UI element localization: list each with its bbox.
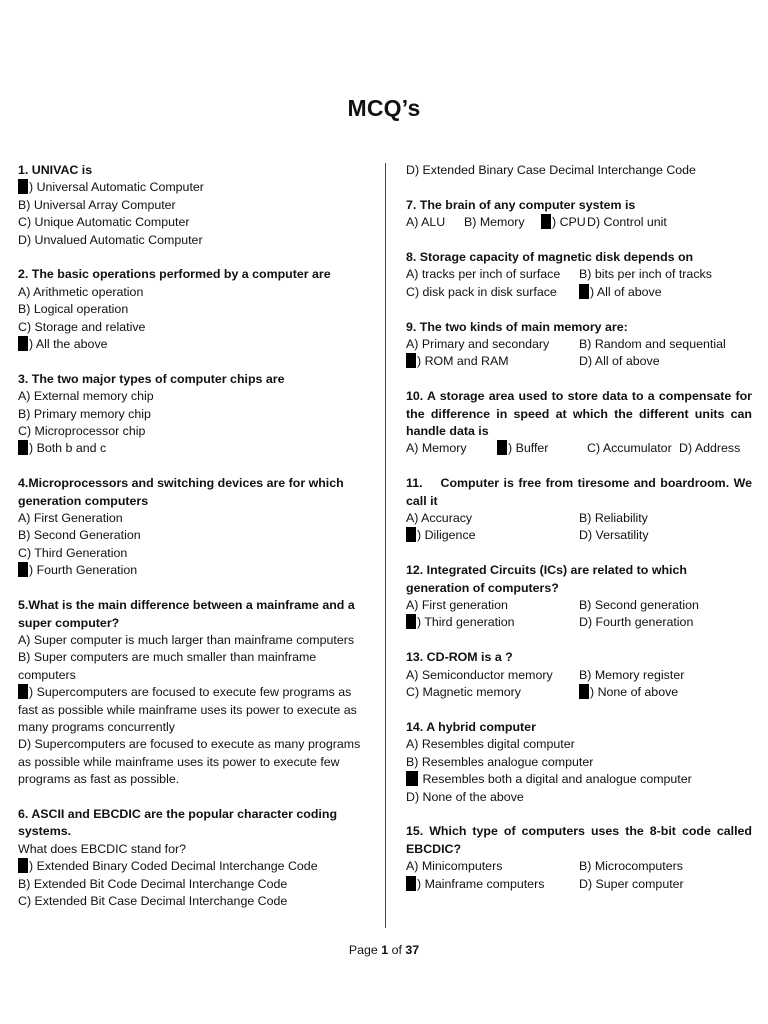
question-text: 5.What is the main difference between a mainframe and a super computer? <box>18 598 355 630</box>
redaction-mark <box>18 562 28 577</box>
options-row <box>406 667 752 684</box>
redaction-mark <box>579 284 589 299</box>
redaction-mark <box>497 440 507 455</box>
question-3 <box>18 371 368 458</box>
option-c: C) Accumulator <box>587 441 672 456</box>
question-14 <box>406 719 752 806</box>
question-text: 1. UNIVAC is <box>18 163 93 177</box>
redaction-mark <box>18 440 28 455</box>
option-c: ) ROM and RAM <box>406 353 579 370</box>
question-text: 15. Which type of computers uses the 8-bit code called EBCDIC? <box>406 824 752 856</box>
option-b: B) Reliability <box>579 511 648 526</box>
redaction-mark <box>406 614 416 629</box>
options-row <box>406 614 752 631</box>
option-a: ) Universal Automatic Computer <box>18 179 368 196</box>
option-c: C) Microprocessor chip <box>18 424 146 439</box>
option-d: ) None of above <box>579 684 752 701</box>
options-row <box>406 440 752 457</box>
option-a: A) Semiconductor memory <box>406 667 553 682</box>
option-a: A) First generation <box>406 598 508 613</box>
option-b: B) Logical operation <box>18 302 129 317</box>
redaction-mark <box>18 858 28 873</box>
option-a: A) Resembles digital computer <box>406 737 575 752</box>
question-4 <box>18 475 368 579</box>
question-text: 4.Microprocessors and switching devices are for which generation computers <box>18 476 344 508</box>
option-b: B) Primary memory chip <box>18 406 151 421</box>
option-a: A) External memory chip <box>18 389 154 404</box>
question-6-continued <box>406 162 752 179</box>
option-b: B) Extended Bit Code Decimal Interchange Code <box>18 876 288 891</box>
option-d: ) Both b and c <box>18 440 368 457</box>
option-c: C) Extended Bit Case Decimal Interchange Code <box>18 893 288 908</box>
option-b: B) Universal Array Computer <box>18 197 176 212</box>
option-c: C) Storage and relative <box>18 319 146 334</box>
option-d: D) Versatility <box>579 528 649 543</box>
option-d: D) Control unit <box>587 215 667 230</box>
option-b: B) Second Generation <box>18 528 141 543</box>
option-a: A) Primary and secondary <box>406 337 550 352</box>
option-d: D) All of above <box>579 354 660 369</box>
right-column <box>406 162 756 910</box>
redaction-mark <box>18 179 28 194</box>
option-d: D) Fourth generation <box>579 615 694 630</box>
option-d: D) Super computer <box>579 876 684 891</box>
question-text: 7. The brain of any computer system is <box>406 197 636 212</box>
question-9 <box>406 319 752 371</box>
option-c: ) Third generation <box>406 614 579 631</box>
options-row <box>406 510 752 527</box>
option-d: D) Supercomputers are focused to execute as many programs as possible while mainframe uses its power to execute few programs as fast as possible. <box>18 737 361 787</box>
question-11 <box>406 475 756 545</box>
option-a: A) Accuracy <box>406 511 473 526</box>
option-d: D) Address <box>679 441 741 456</box>
question-7 <box>406 197 752 232</box>
option-c: C) Unique Automatic Computer <box>18 215 190 230</box>
page-footer <box>0 943 768 957</box>
option-c: Resembles both a digital and analogue computer <box>406 771 752 788</box>
left-column <box>18 162 368 928</box>
footer-page-total: 37 <box>405 943 420 957</box>
question-text: 11. Computer is free from tiresome and boardroom. We call it <box>406 476 756 508</box>
option-a: A) Arithmetic operation <box>18 284 144 299</box>
redaction-mark <box>579 684 589 699</box>
option-c: ) CPU <box>541 214 587 231</box>
question-5 <box>18 597 368 788</box>
option-a: A) First Generation <box>18 511 123 526</box>
option-d: ) Fourth Generation <box>18 562 368 579</box>
option-d: D) Unvalued Automatic Computer <box>18 232 203 247</box>
question-text: 14. A hybrid computer <box>406 719 536 734</box>
question-15 <box>406 823 752 893</box>
redaction-mark <box>406 771 418 786</box>
options-row <box>406 858 752 875</box>
redaction-mark <box>541 214 551 229</box>
option-b: B) bits per inch of tracks <box>579 267 712 282</box>
options-row <box>406 353 752 370</box>
question-8 <box>406 249 752 301</box>
option-a: A) tracks per inch of surface <box>406 267 561 282</box>
option-b: B) Super computers are much smaller than mainframe computers <box>18 650 317 682</box>
question-13 <box>406 649 752 701</box>
option-c: ) Supercomputers are focused to execute few programs as fast as possible while mainframe uses its power to execute as many programs concurrently <box>18 685 357 734</box>
question-subtext: What does EBCDIC stand for? <box>18 841 187 856</box>
redaction-mark <box>406 527 416 542</box>
question-text: 6. ASCII and EBCDIC are the popular character coding systems. <box>18 806 338 839</box>
option-a: A) ALU <box>406 215 446 230</box>
question-text: 2. The basic operations performed by a computer are <box>18 267 331 282</box>
question-10 <box>406 388 752 458</box>
options-row <box>406 266 752 283</box>
option-b: B) Random and sequential <box>579 337 726 352</box>
redaction-mark <box>18 336 28 351</box>
page-title: MCQ’s <box>347 95 421 121</box>
footer-page-label: Page <box>348 943 382 957</box>
question-2 <box>18 266 368 353</box>
option-b: B) Microcomputers <box>579 859 683 874</box>
option-c: ) Diligence <box>406 527 579 544</box>
option-b: ) Buffer <box>497 440 587 457</box>
column-divider <box>385 163 386 928</box>
options-row <box>406 214 752 231</box>
footer-of-label: of <box>388 943 406 957</box>
options-row <box>406 336 752 353</box>
question-12 <box>406 562 752 632</box>
question-text: 13. CD-ROM is a ? <box>406 650 513 665</box>
question-text: 12. Integrated Circuits (ICs) are related to which generation of computers? <box>406 563 687 595</box>
option-c: ) Mainframe computers <box>406 876 579 893</box>
options-row <box>406 876 752 893</box>
option-c: C) disk pack in disk surface <box>406 284 557 299</box>
option-c: C) Third Generation <box>18 545 128 560</box>
options-row <box>406 684 752 701</box>
option-a: A) Memory <box>406 441 467 456</box>
question-6 <box>18 806 368 910</box>
option-b: B) Memory <box>464 215 525 230</box>
options-row <box>406 284 752 301</box>
option-d: D) None of the above <box>406 789 524 804</box>
option-b: B) Resembles analogue computer <box>406 754 594 769</box>
option-a: A) Super computer is much larger than mainframe computers <box>18 632 355 647</box>
redaction-mark <box>18 684 28 699</box>
option-d: D) Extended Binary Case Decimal Interchange Code <box>406 163 696 177</box>
options-row <box>406 597 752 614</box>
option-c: C) Magnetic memory <box>406 685 521 700</box>
redaction-mark <box>406 353 416 368</box>
option-d: ) All the above <box>18 336 368 353</box>
footer-page-number: 1 <box>381 943 389 957</box>
question-text: 10. A storage area used to store data to a compensate for the difference in speed at which the different units can handle data is <box>406 389 752 439</box>
option-d: ) All of above <box>579 284 752 301</box>
question-text: 3. The two major types of computer chips are <box>18 371 285 386</box>
question-text: 8. Storage capacity of magnetic disk depends on <box>406 250 694 264</box>
question-1 <box>18 162 368 249</box>
redaction-mark <box>406 876 416 891</box>
option-b: B) Memory register <box>579 667 685 682</box>
option-b: B) Second generation <box>579 598 699 613</box>
option-a: A) Minicomputers <box>406 859 503 874</box>
options-row <box>406 527 752 544</box>
question-text: 9. The two kinds of main memory are: <box>406 319 628 334</box>
option-a: ) Extended Binary Coded Decimal Interchange Code <box>18 858 368 875</box>
